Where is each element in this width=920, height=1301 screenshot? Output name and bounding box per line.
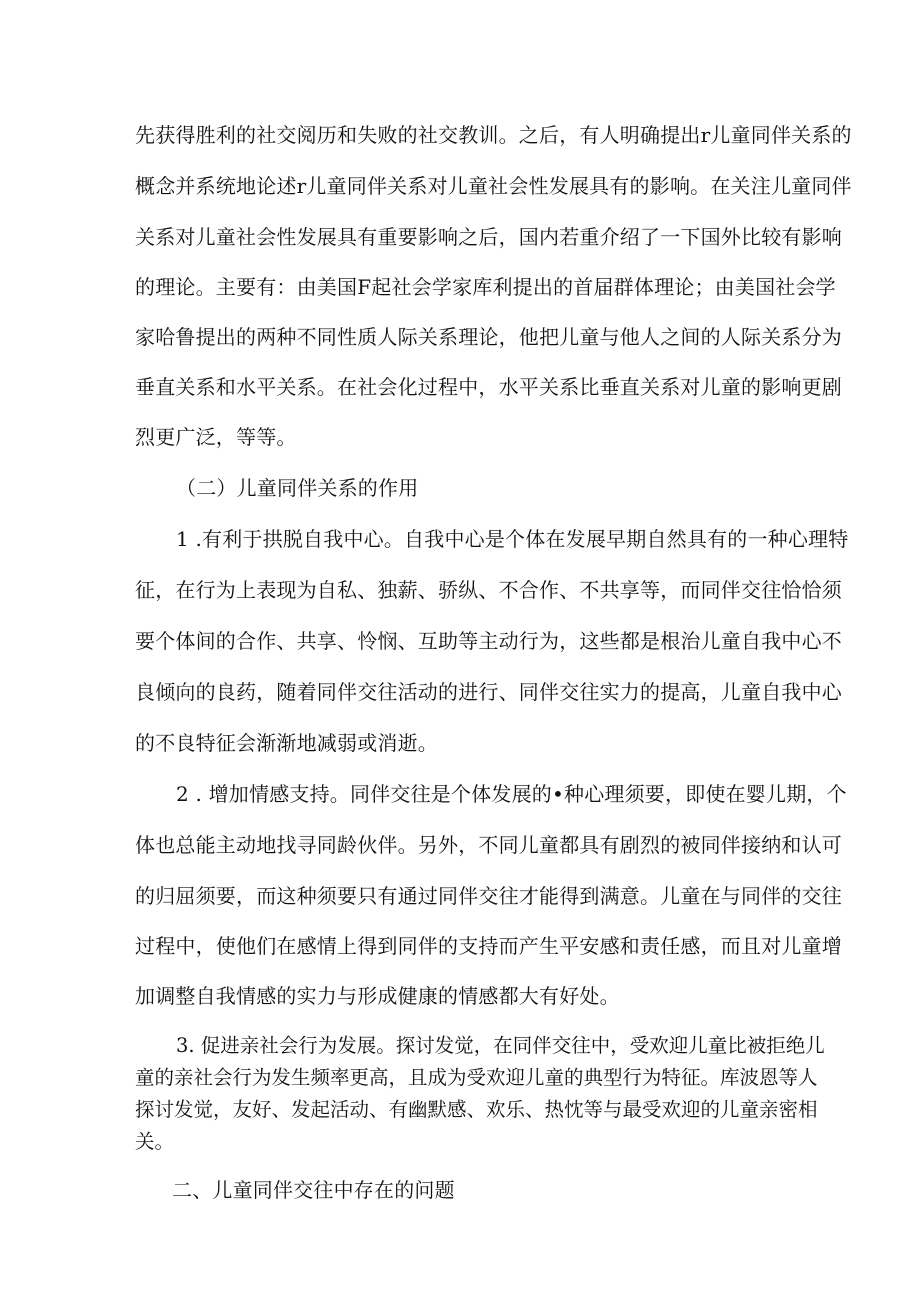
paragraph-line: 的归屈须要，而这种须要只有通过同伴交往才能得到满意。儿童在与同伴的交往 (135, 884, 842, 908)
section-heading: 二、儿童同伴交往中存在的问题 (172, 1178, 455, 1202)
section-heading: （二）儿童同伴关系的作用 (176, 476, 419, 500)
paragraph-line: 关系对儿童社会性发展具有重要影响之后，国内若重介绍了一下国外比较有影响 (135, 225, 842, 249)
paragraph-line: 先获得胜利的社交阅历和失败的社交教训。之后，有人明确提出r儿童同伴关系的 (135, 123, 852, 147)
paragraph-line: 童的亲社会行为发生频率更高，且成为受欢迎儿童的典型行为特征。库波恩等人 (135, 1066, 818, 1089)
paragraph-line: 的理论。主要有：由美国F起社会学家库利提出的首届群体理论；由美国社会学 (135, 275, 836, 299)
paragraph-line: 探讨发觉，友好、发起活动、有幽默感、欢乐、热忱等与最受欢迎的儿童亲密相 (135, 1098, 818, 1121)
paragraph-line: 征，在行为上表现为自私、独薪、骄纵、不合作、不共享等，而同伴交往恰恰须 (135, 578, 842, 602)
paragraph-line: 3. 促进亲社会行为发展。探讨发觉，在同伴交往中，受欢迎儿童比被拒绝儿 (176, 1034, 825, 1057)
paragraph-line: 关。 (135, 1130, 175, 1153)
paragraph-line: 烈更广泛，等等。 (135, 425, 297, 449)
paragraph-line: 过程中，使他们在感情上得到同伴的支持而产生平安感和责任感，而且对儿童增 (135, 934, 842, 958)
paragraph-line: 体也总能主动地找寻同龄伙伴。另外，不同儿童都具有剧烈的被同伴接纳和认可 (135, 833, 842, 857)
paragraph-line: 2 . 增加情感支持。同伴交往是个体发展的•种心理须要，即使在婴儿期，个 (176, 782, 847, 806)
paragraph-line: 良倾向的良药，随着同伴交往活动的进行、同伴交往实力的提高，儿童自我中心 (135, 680, 842, 704)
paragraph-line: 1 .有利于拱脱自我中心。自我中心是个体在发展早期自然具有的一种心理特 (176, 527, 849, 551)
paragraph-line: 概念并系统地论述r儿童同伴关系对儿童社会性发展具有的影响。在关注儿童同伴 (135, 174, 852, 198)
paragraph-line: 的不良特征会渐渐地减弱或消逝。 (135, 731, 438, 755)
paragraph-line: 加调整自我情感的实力与形成健康的情感都大有好处。 (135, 984, 620, 1008)
paragraph-line: 垂直关系和水平关系。在社会化过程中，水平关系比垂直关系对儿童的影响更剧 (135, 375, 842, 399)
paragraph-line: 要个体间的合作、共享、怜悯、互助等主动行为，这些都是根治儿童自我中心不 (135, 629, 842, 653)
paragraph-line: 家哈鲁提出的两种不同性质人际关系理论，他把儿童与他人之间的人际关系分为 (135, 325, 842, 349)
